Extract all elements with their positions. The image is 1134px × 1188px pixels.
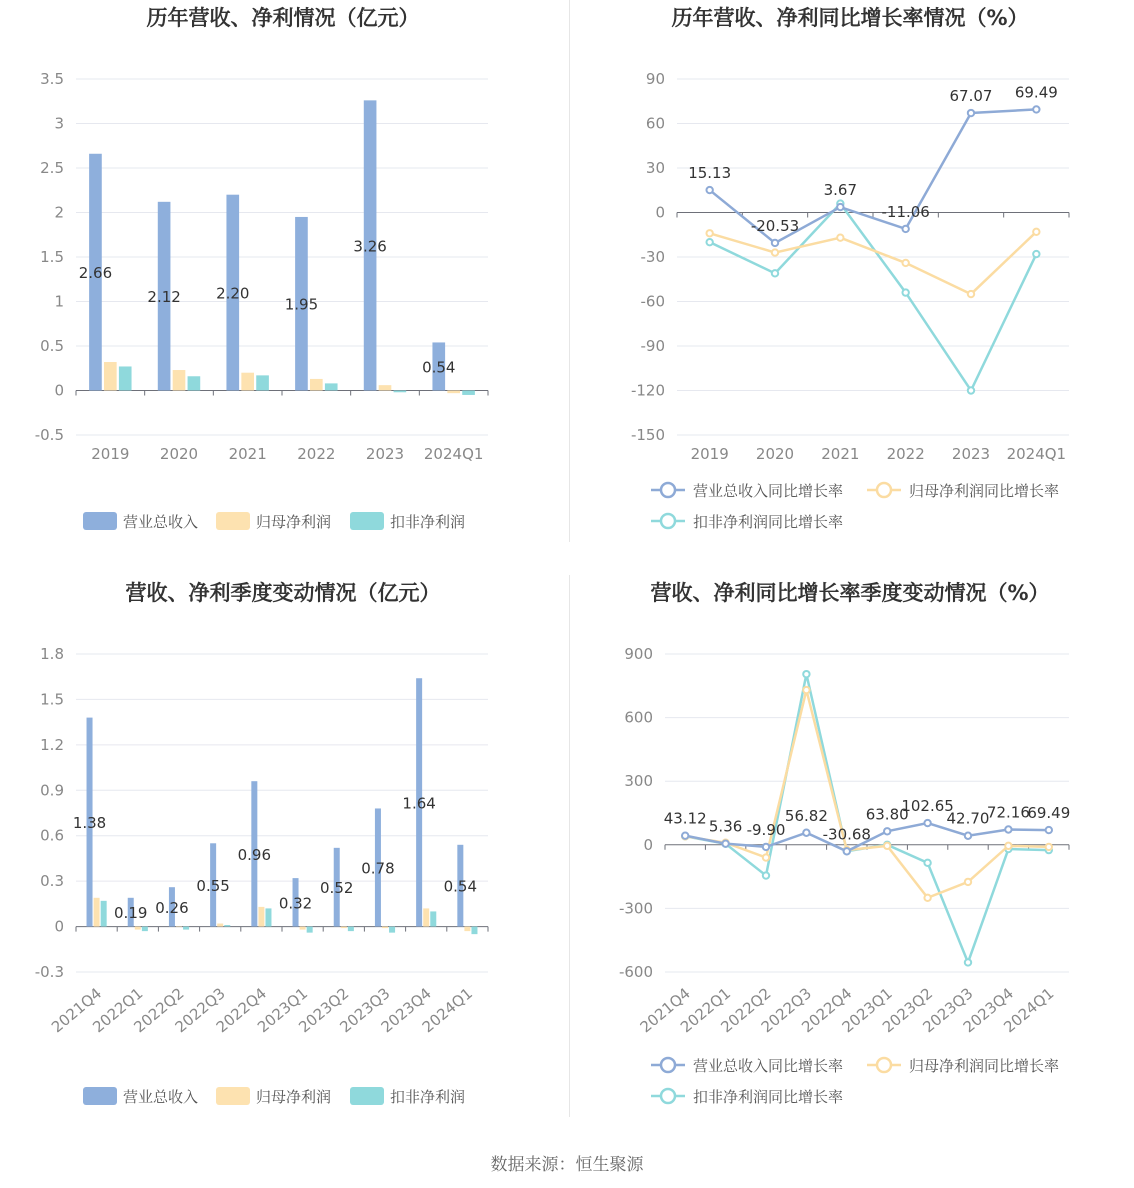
line-point — [1005, 826, 1011, 832]
x-tick-label: 2022Q1 — [89, 984, 147, 1037]
y-tick-label: 1 — [54, 292, 64, 311]
legend-label: 营业总收入 — [123, 1088, 199, 1106]
y-tick-label: -60 — [640, 292, 665, 311]
x-tick-label: 2023 — [951, 445, 991, 463]
x-tick-label: 2021Q4 — [636, 984, 694, 1037]
y-tick-label: -300 — [618, 899, 653, 918]
x-tick-label: 2023 — [365, 445, 405, 463]
bar-net-profit — [104, 362, 117, 390]
line-point — [706, 187, 712, 193]
line-point — [924, 860, 930, 866]
data-label: -20.53 — [750, 216, 800, 235]
bar-net-profit — [258, 907, 264, 927]
y-tick-label: -30 — [640, 248, 665, 266]
legend-marker — [661, 514, 675, 528]
data-label: -30.68 — [822, 825, 871, 844]
y-tick-label: -600 — [618, 963, 653, 981]
y-tick-label: -90 — [640, 337, 665, 355]
legend-label: 扣非净利润同比增长率 — [693, 1088, 844, 1106]
line-point — [968, 291, 974, 297]
data-label: 56.82 — [784, 806, 828, 825]
data-label: 69.49 — [1027, 804, 1071, 823]
legend-label: 营业总收入同比增长率 — [693, 482, 844, 500]
legend-swatch — [216, 512, 250, 530]
bar-deducted-profit — [307, 927, 313, 933]
bar-deducted-profit — [224, 925, 230, 927]
legend-marker — [661, 1089, 675, 1103]
line-point — [772, 249, 778, 255]
legend-label: 营业总收入同比增长率 — [693, 1057, 844, 1075]
data-label: 63.80 — [865, 805, 909, 824]
bar-deducted-profit — [389, 927, 395, 933]
y-tick-label: 0 — [54, 381, 64, 400]
data-label: 5.36 — [708, 817, 743, 836]
x-tick-label: 2022Q2 — [717, 984, 775, 1037]
bar-deducted-profit — [462, 391, 475, 395]
line-point — [1033, 251, 1039, 257]
y-tick-label: 0.6 — [40, 826, 64, 845]
line-point — [763, 872, 769, 878]
data-label: 2.12 — [147, 288, 181, 307]
data-label: 3.67 — [823, 181, 858, 200]
legend-label: 归母净利润同比增长率 — [909, 1057, 1060, 1075]
legend-marker — [661, 1058, 675, 1072]
data-label: 0.54 — [443, 877, 478, 896]
line-point — [772, 240, 778, 246]
y-tick-label: 0.5 — [40, 337, 64, 355]
legend-marker — [877, 483, 891, 497]
data-label: 0.19 — [114, 904, 148, 923]
quarterly-growth-rate-panel — [567, 575, 1134, 1150]
bar-net-profit — [447, 391, 460, 394]
chart-title: 历年营收、净利情况（亿元） — [146, 6, 420, 30]
y-tick-label: 3 — [54, 114, 64, 133]
x-tick-label: 2022Q1 — [676, 984, 735, 1037]
data-label: 102.65 — [901, 797, 954, 816]
bar-deducted-profit — [183, 927, 189, 930]
data-label: 72.16 — [986, 803, 1030, 822]
line-point — [763, 844, 769, 850]
line-point — [837, 235, 843, 241]
annual-growth-rate-panel — [567, 0, 1134, 575]
x-tick-label: 2022Q3 — [171, 984, 229, 1037]
chart-title: 历年营收、净利同比增长率情况（%） — [671, 6, 1029, 30]
legend-label: 扣非净利润 — [390, 1088, 466, 1106]
bar-deducted-profit — [394, 391, 407, 393]
line-point — [884, 828, 890, 834]
x-tick-label: 2024Q1 — [1006, 445, 1067, 463]
x-tick-label: 2021Q4 — [47, 984, 106, 1037]
line-point — [965, 879, 971, 885]
line-point — [902, 260, 908, 266]
data-label: 3.26 — [353, 237, 387, 256]
bar-net-profit — [94, 898, 100, 927]
bar-net-profit — [423, 908, 429, 926]
line-point — [803, 687, 809, 693]
x-tick-label: 2022Q4 — [798, 984, 856, 1037]
line-point — [924, 820, 930, 826]
line-point — [1046, 844, 1052, 850]
data-label: -9.90 — [746, 820, 786, 839]
line-point — [902, 226, 908, 232]
bar-net-profit — [217, 924, 223, 927]
data-label: 0.55 — [196, 876, 230, 895]
x-tick-label: 2020 — [755, 445, 795, 463]
data-label: 0.26 — [155, 898, 189, 917]
x-tick-label: 2022Q2 — [130, 984, 188, 1037]
legend-label: 归母净利润 — [256, 1088, 332, 1106]
x-tick-label: 2023Q1 — [838, 984, 896, 1037]
quarterly-growth-rate-chart — [567, 575, 1134, 1150]
y-tick-label: 900 — [624, 645, 653, 663]
bar-deducted-profit — [348, 927, 354, 932]
data-label: 15.13 — [688, 164, 732, 183]
bar-net-profit — [241, 373, 254, 391]
y-tick-label: 600 — [624, 708, 653, 727]
annual-revenue-profit-chart — [0, 0, 567, 575]
bar-deducted-profit — [471, 927, 477, 935]
y-tick-label: 2 — [54, 203, 64, 222]
data-source-note: 数据来源：恒生聚源 — [490, 1155, 644, 1175]
bar-net-profit — [310, 379, 323, 391]
x-tick-label: 2024Q1 — [418, 984, 476, 1037]
x-tick-label: 2023Q4 — [959, 984, 1017, 1037]
bar-deducted-profit — [256, 375, 269, 390]
vertical-divider-bottom — [569, 575, 570, 1117]
x-tick-label: 2024Q1 — [423, 445, 484, 463]
bar-deducted-profit — [430, 911, 436, 926]
x-tick-label: 2024Q1 — [1000, 984, 1058, 1037]
bar-net-profit — [135, 927, 141, 930]
x-tick-label: 2023Q3 — [919, 984, 977, 1037]
x-tick-label: 2023Q2 — [295, 984, 353, 1037]
line-point — [844, 848, 850, 854]
bar-net-profit — [176, 927, 182, 928]
y-tick-label: -0.3 — [34, 963, 64, 981]
legend-label: 营业总收入 — [123, 513, 199, 531]
y-tick-label: 0 — [54, 917, 64, 936]
series-line-1 — [710, 232, 1037, 294]
data-label: 0.54 — [422, 358, 456, 377]
series-line-1 — [685, 690, 1049, 898]
data-label: 2.20 — [216, 284, 250, 303]
legend-swatch — [350, 1087, 384, 1105]
data-label: 0.32 — [278, 894, 313, 913]
data-label: 0.78 — [361, 859, 395, 878]
line-point — [763, 854, 769, 860]
legend-swatch — [350, 512, 384, 530]
bar-net-profit — [173, 370, 186, 390]
data-label: 1.64 — [402, 794, 436, 813]
x-tick-label: 2023Q3 — [336, 984, 394, 1037]
bar-deducted-profit — [142, 927, 148, 932]
bar-deducted-profit — [119, 366, 132, 390]
x-tick-label: 2019 — [91, 445, 130, 463]
y-tick-label: -0.5 — [34, 426, 64, 444]
bar-net-profit — [379, 385, 392, 390]
line-point — [1033, 229, 1039, 235]
chart-title: 营收、净利同比增长率季度变动情况（%） — [650, 581, 1050, 605]
line-point — [965, 833, 971, 839]
line-point — [965, 959, 971, 965]
y-tick-label: 1.2 — [40, 735, 64, 754]
y-tick-label: -150 — [630, 426, 665, 444]
line-point — [706, 239, 712, 245]
y-tick-label: 1.5 — [40, 248, 64, 266]
x-tick-label: 2021 — [821, 445, 860, 463]
bar-deducted-profit — [265, 908, 271, 926]
line-point — [924, 895, 930, 901]
bar-net-profit — [464, 927, 470, 932]
x-tick-label: 2022Q4 — [212, 984, 270, 1037]
legend-swatch — [216, 1087, 250, 1105]
x-tick-label: 2023Q4 — [377, 984, 435, 1037]
line-point — [884, 843, 890, 849]
data-label: 1.38 — [72, 814, 107, 833]
data-label: 0.52 — [320, 879, 354, 898]
annual-revenue-profit-panel — [0, 0, 567, 575]
quarterly-revenue-profit-chart — [0, 575, 567, 1150]
legend-label: 扣非净利润 — [390, 513, 466, 531]
line-point — [1046, 827, 1052, 833]
vertical-divider-top — [569, 0, 570, 542]
line-point — [968, 110, 974, 116]
quarterly-revenue-profit-panel — [0, 575, 567, 1150]
line-point — [1033, 106, 1039, 112]
legend-marker — [877, 1058, 891, 1072]
data-label: 1.95 — [284, 295, 319, 314]
y-tick-label: 30 — [645, 159, 665, 177]
y-tick-label: 0.3 — [40, 872, 64, 891]
x-tick-label: 2023Q1 — [253, 984, 312, 1037]
bar-net-profit — [382, 927, 388, 929]
bar-deducted-profit — [188, 376, 201, 390]
data-label: 2.66 — [78, 264, 113, 283]
y-tick-label: 1.5 — [40, 690, 64, 709]
x-tick-label: 2021 — [228, 445, 267, 463]
legend-label: 归母净利润同比增长率 — [909, 482, 1060, 500]
bar-deducted-profit — [101, 901, 107, 927]
y-tick-label: 0 — [655, 203, 665, 222]
bar-deducted-profit — [325, 383, 338, 390]
data-label: -11.06 — [881, 202, 930, 221]
chart-title: 营收、净利季度变动情况（亿元） — [125, 581, 441, 605]
data-label: 69.49 — [1014, 83, 1058, 102]
x-tick-label: 2020 — [159, 445, 199, 463]
line-point — [722, 840, 728, 846]
x-tick-label: 2019 — [690, 445, 729, 463]
line-point — [968, 387, 974, 393]
y-tick-label: 0 — [643, 835, 653, 854]
data-label: 43.12 — [663, 809, 707, 828]
data-label: 42.70 — [946, 809, 990, 828]
y-tick-label: 300 — [624, 772, 653, 791]
bar-net-profit — [341, 927, 347, 929]
y-tick-label: -120 — [630, 381, 665, 400]
line-point — [803, 830, 809, 836]
line-point — [772, 270, 778, 276]
line-point — [837, 204, 843, 210]
y-tick-label: 1.8 — [40, 645, 64, 663]
y-tick-label: 2.5 — [40, 159, 64, 177]
y-tick-label: 0.9 — [40, 781, 64, 800]
legend-label: 归母净利润 — [256, 513, 332, 531]
line-point — [803, 671, 809, 677]
x-tick-label: 2022 — [886, 445, 925, 463]
legend-swatch — [83, 1087, 117, 1105]
y-tick-label: 60 — [645, 114, 665, 133]
data-label: 67.07 — [949, 87, 993, 106]
legend-label: 扣非净利润同比增长率 — [693, 513, 844, 531]
legend-marker — [661, 483, 675, 497]
x-tick-label: 2022 — [297, 445, 336, 463]
y-tick-label: 3.5 — [40, 70, 64, 88]
line-point — [706, 230, 712, 236]
bar-net-profit — [300, 927, 306, 930]
line-point — [682, 832, 688, 838]
x-tick-label: 2022Q3 — [757, 984, 815, 1037]
legend-swatch — [83, 512, 117, 530]
annual-growth-rate-chart — [567, 0, 1134, 575]
data-label: 0.96 — [237, 845, 272, 864]
x-tick-label: 2023Q2 — [878, 984, 937, 1037]
line-point — [902, 289, 908, 295]
line-point — [1005, 843, 1011, 849]
y-tick-label: 90 — [645, 70, 665, 88]
